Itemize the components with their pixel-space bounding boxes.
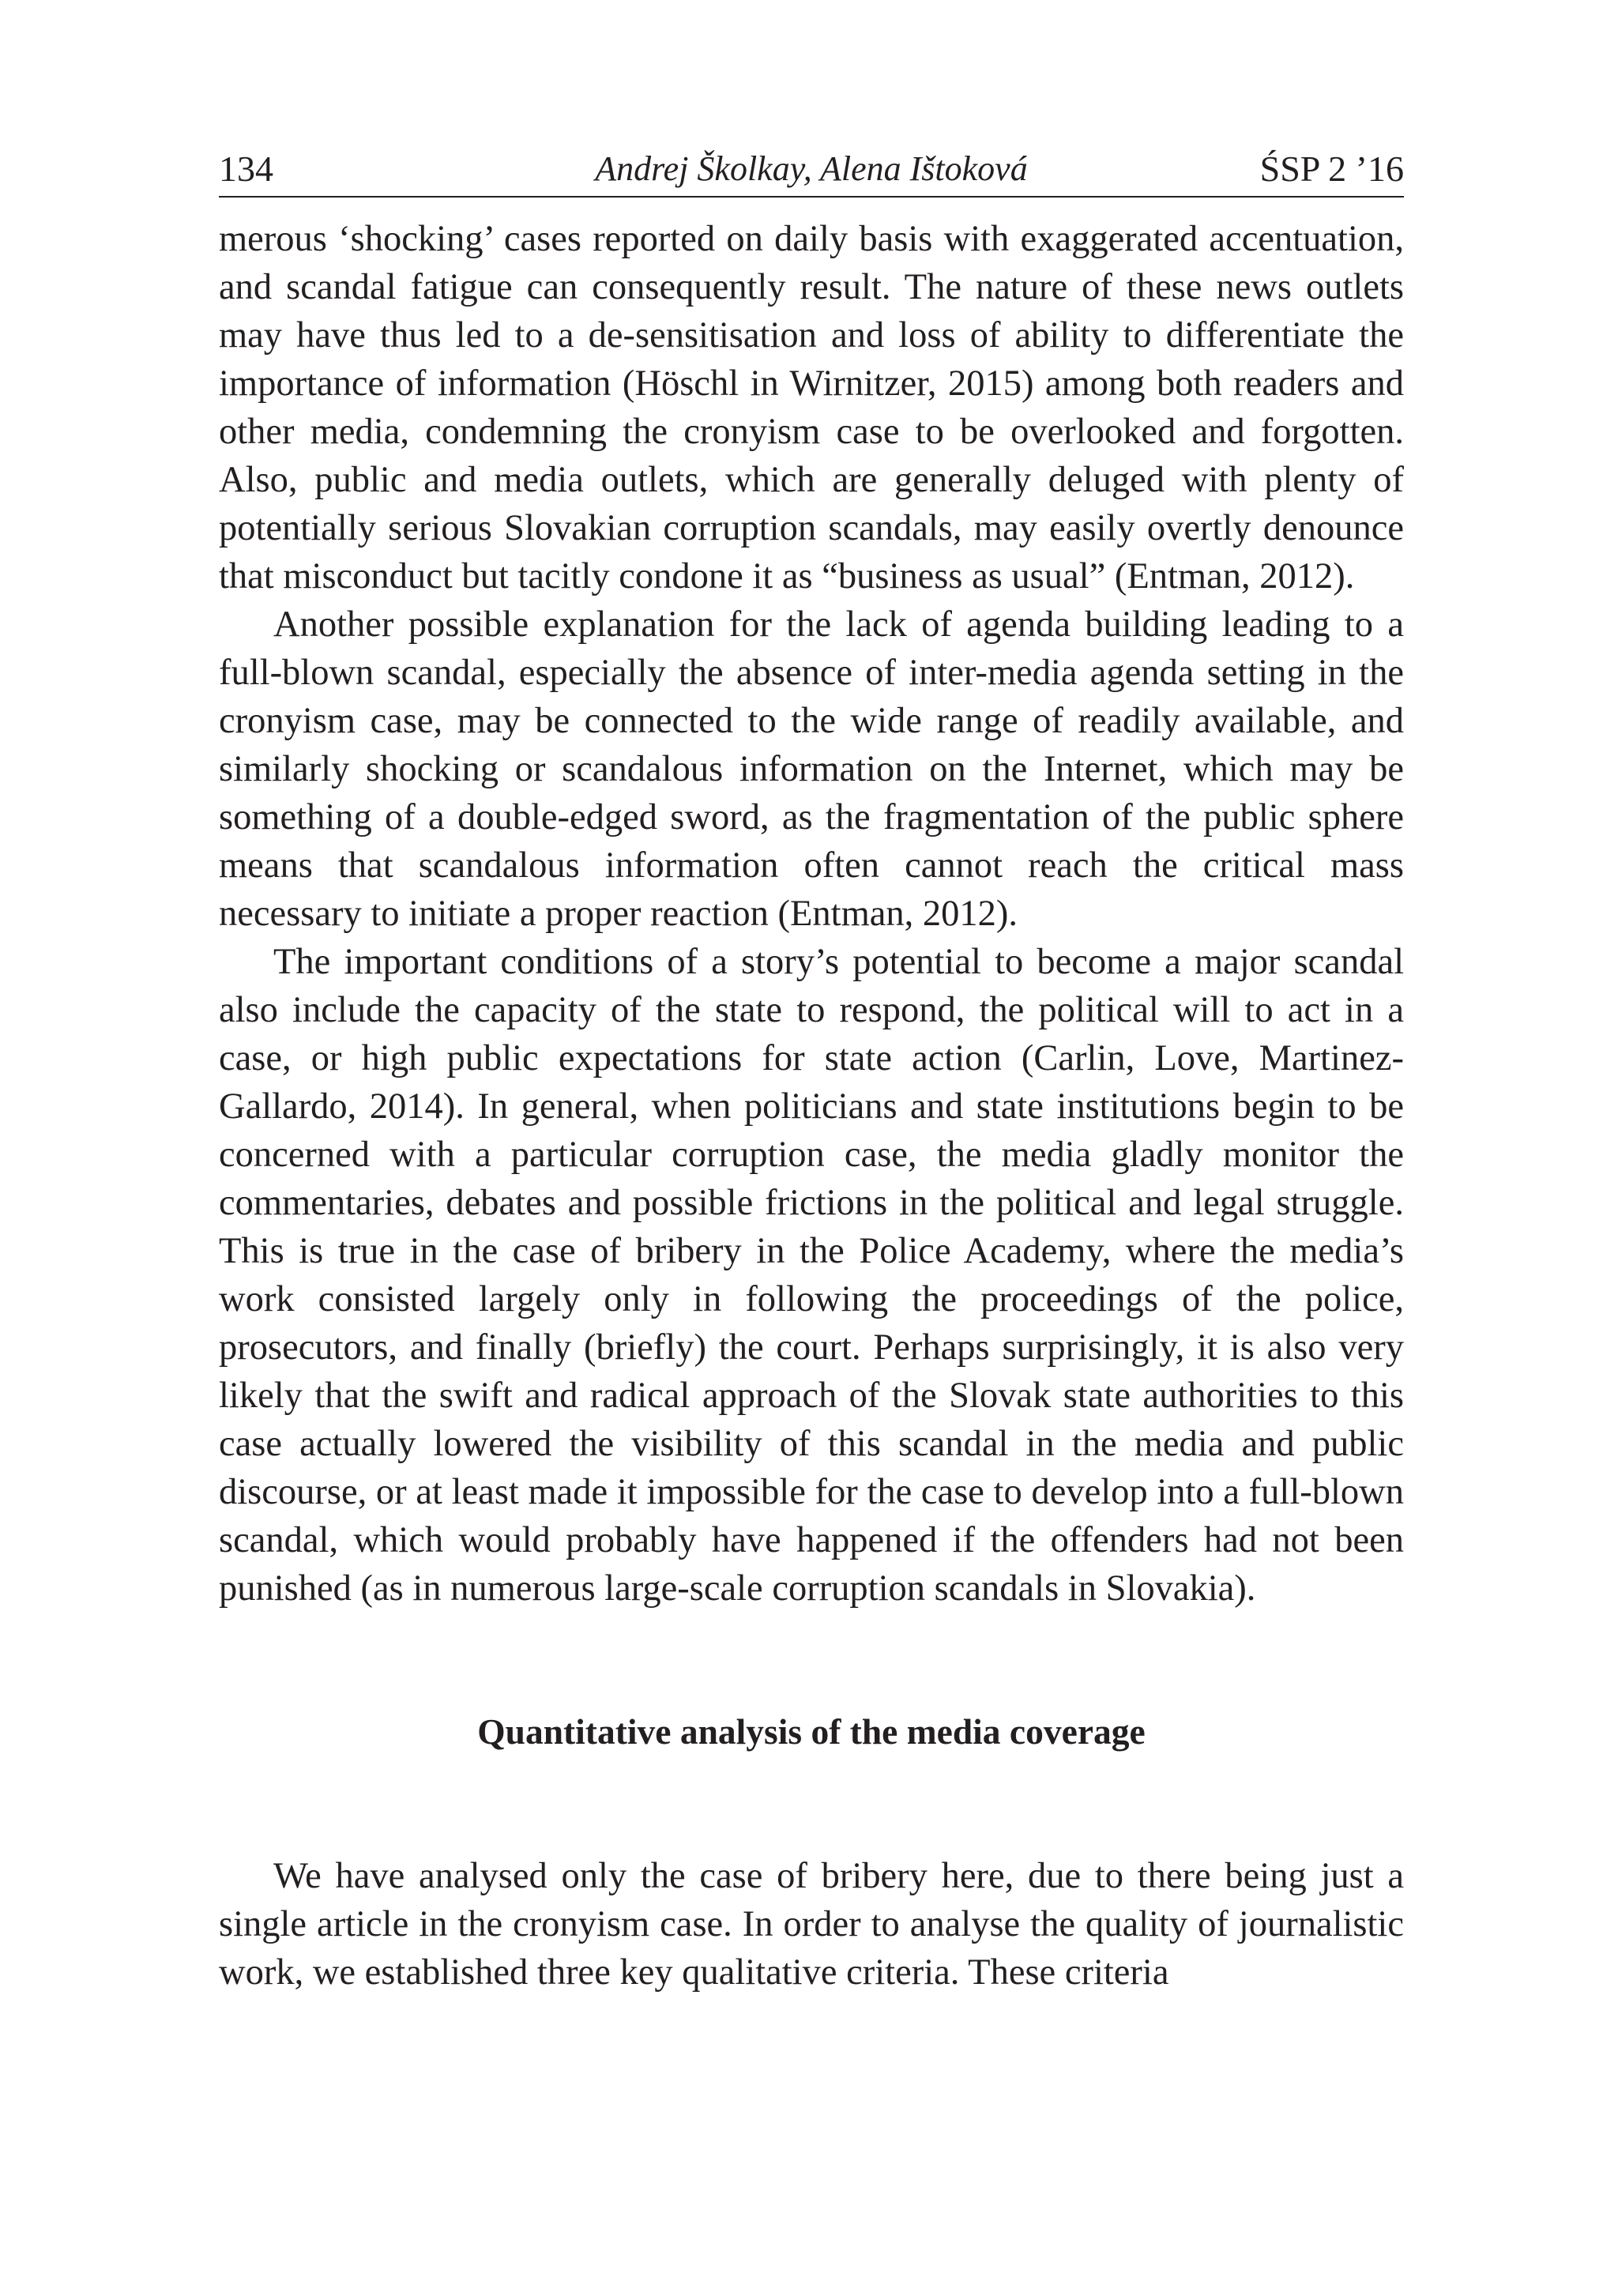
paragraph: We have analysed only the case of bribery here, due to there being just a single article in the cronyism case. In order to analyse the quality of journalistic work, we established three key qualitative criteria. These criteria bbox=[219, 1856, 1404, 1993]
page bbox=[219, 142, 1404, 1997]
page-number: 134 bbox=[219, 149, 273, 189]
running-head bbox=[219, 142, 1404, 198]
body-text bbox=[219, 215, 1404, 1997]
paragraph: Another possible explanation for the lack of agenda building leading to a full-blown scandal, especially the absence of inter-media agenda setting in the cronyism case, may be connected to the wide range of readily available, and similarly shocking or scandalous information on the Internet, which may be something of a double-edged sword, as the fragmentation of the public sphere means that scandalous information often cannot reach the critical mass necessary to initiate a proper reaction (Entman, 2012). bbox=[219, 604, 1404, 934]
section-heading: Quantitative analysis of the media coverage bbox=[477, 1711, 1146, 1752]
running-head-authors: Andrej Školkay, Alena Ištoková bbox=[595, 149, 1028, 188]
paragraph: merous ‘shocking’ cases reported on daily basis with exaggerated accentuation, and scandal fatigue can consequently result. The nature of these news outlets may have thus led to a de-sensitisation and loss of ability to differentiate the importance of information (Höschl in Wirnitzer, 2015) among both readers and other media, condemning the cronyism case to be overlooked and forgotten. Also, public and media outlets, which are generally deluged with plenty of potentially serious Slovakian corruption scandals, may easily overtly denounce that misconduct but tacitly condone it as “business as usual” (Entman, 2012). bbox=[219, 219, 1404, 597]
journal-issue: ŚSP 2 ’16 bbox=[1259, 149, 1404, 189]
paragraph: The important conditions of a story’s potential to become a major scandal also include the capacity of the state to respond, the political will to act in a case, or high public expectations for state action (Carlin, Love, Martinez-Gallardo, 2014). In general, when politicians and state institutions begin to be concerned with a particular corruption case, the media gladly monitor the commentaries, debates and possible frictions in the political and legal struggle. This is true in the case of bribery in the Police Academy, where the media’s work consisted largely only in following the proceedings of the police, prosecutors, and finally (briefly) the court. Perhaps surprisingly, it is also very likely that the swift and radical approach of the Slovak state authorities to this case actually lowered the visibility of this scandal in the media and public discourse, or at least made it impossible for the case to develop into a full-blown scandal, which would probably have happened if the offenders had not been punished (as in numerous large-scale corruption scandals in Slovakia). bbox=[219, 942, 1404, 1609]
